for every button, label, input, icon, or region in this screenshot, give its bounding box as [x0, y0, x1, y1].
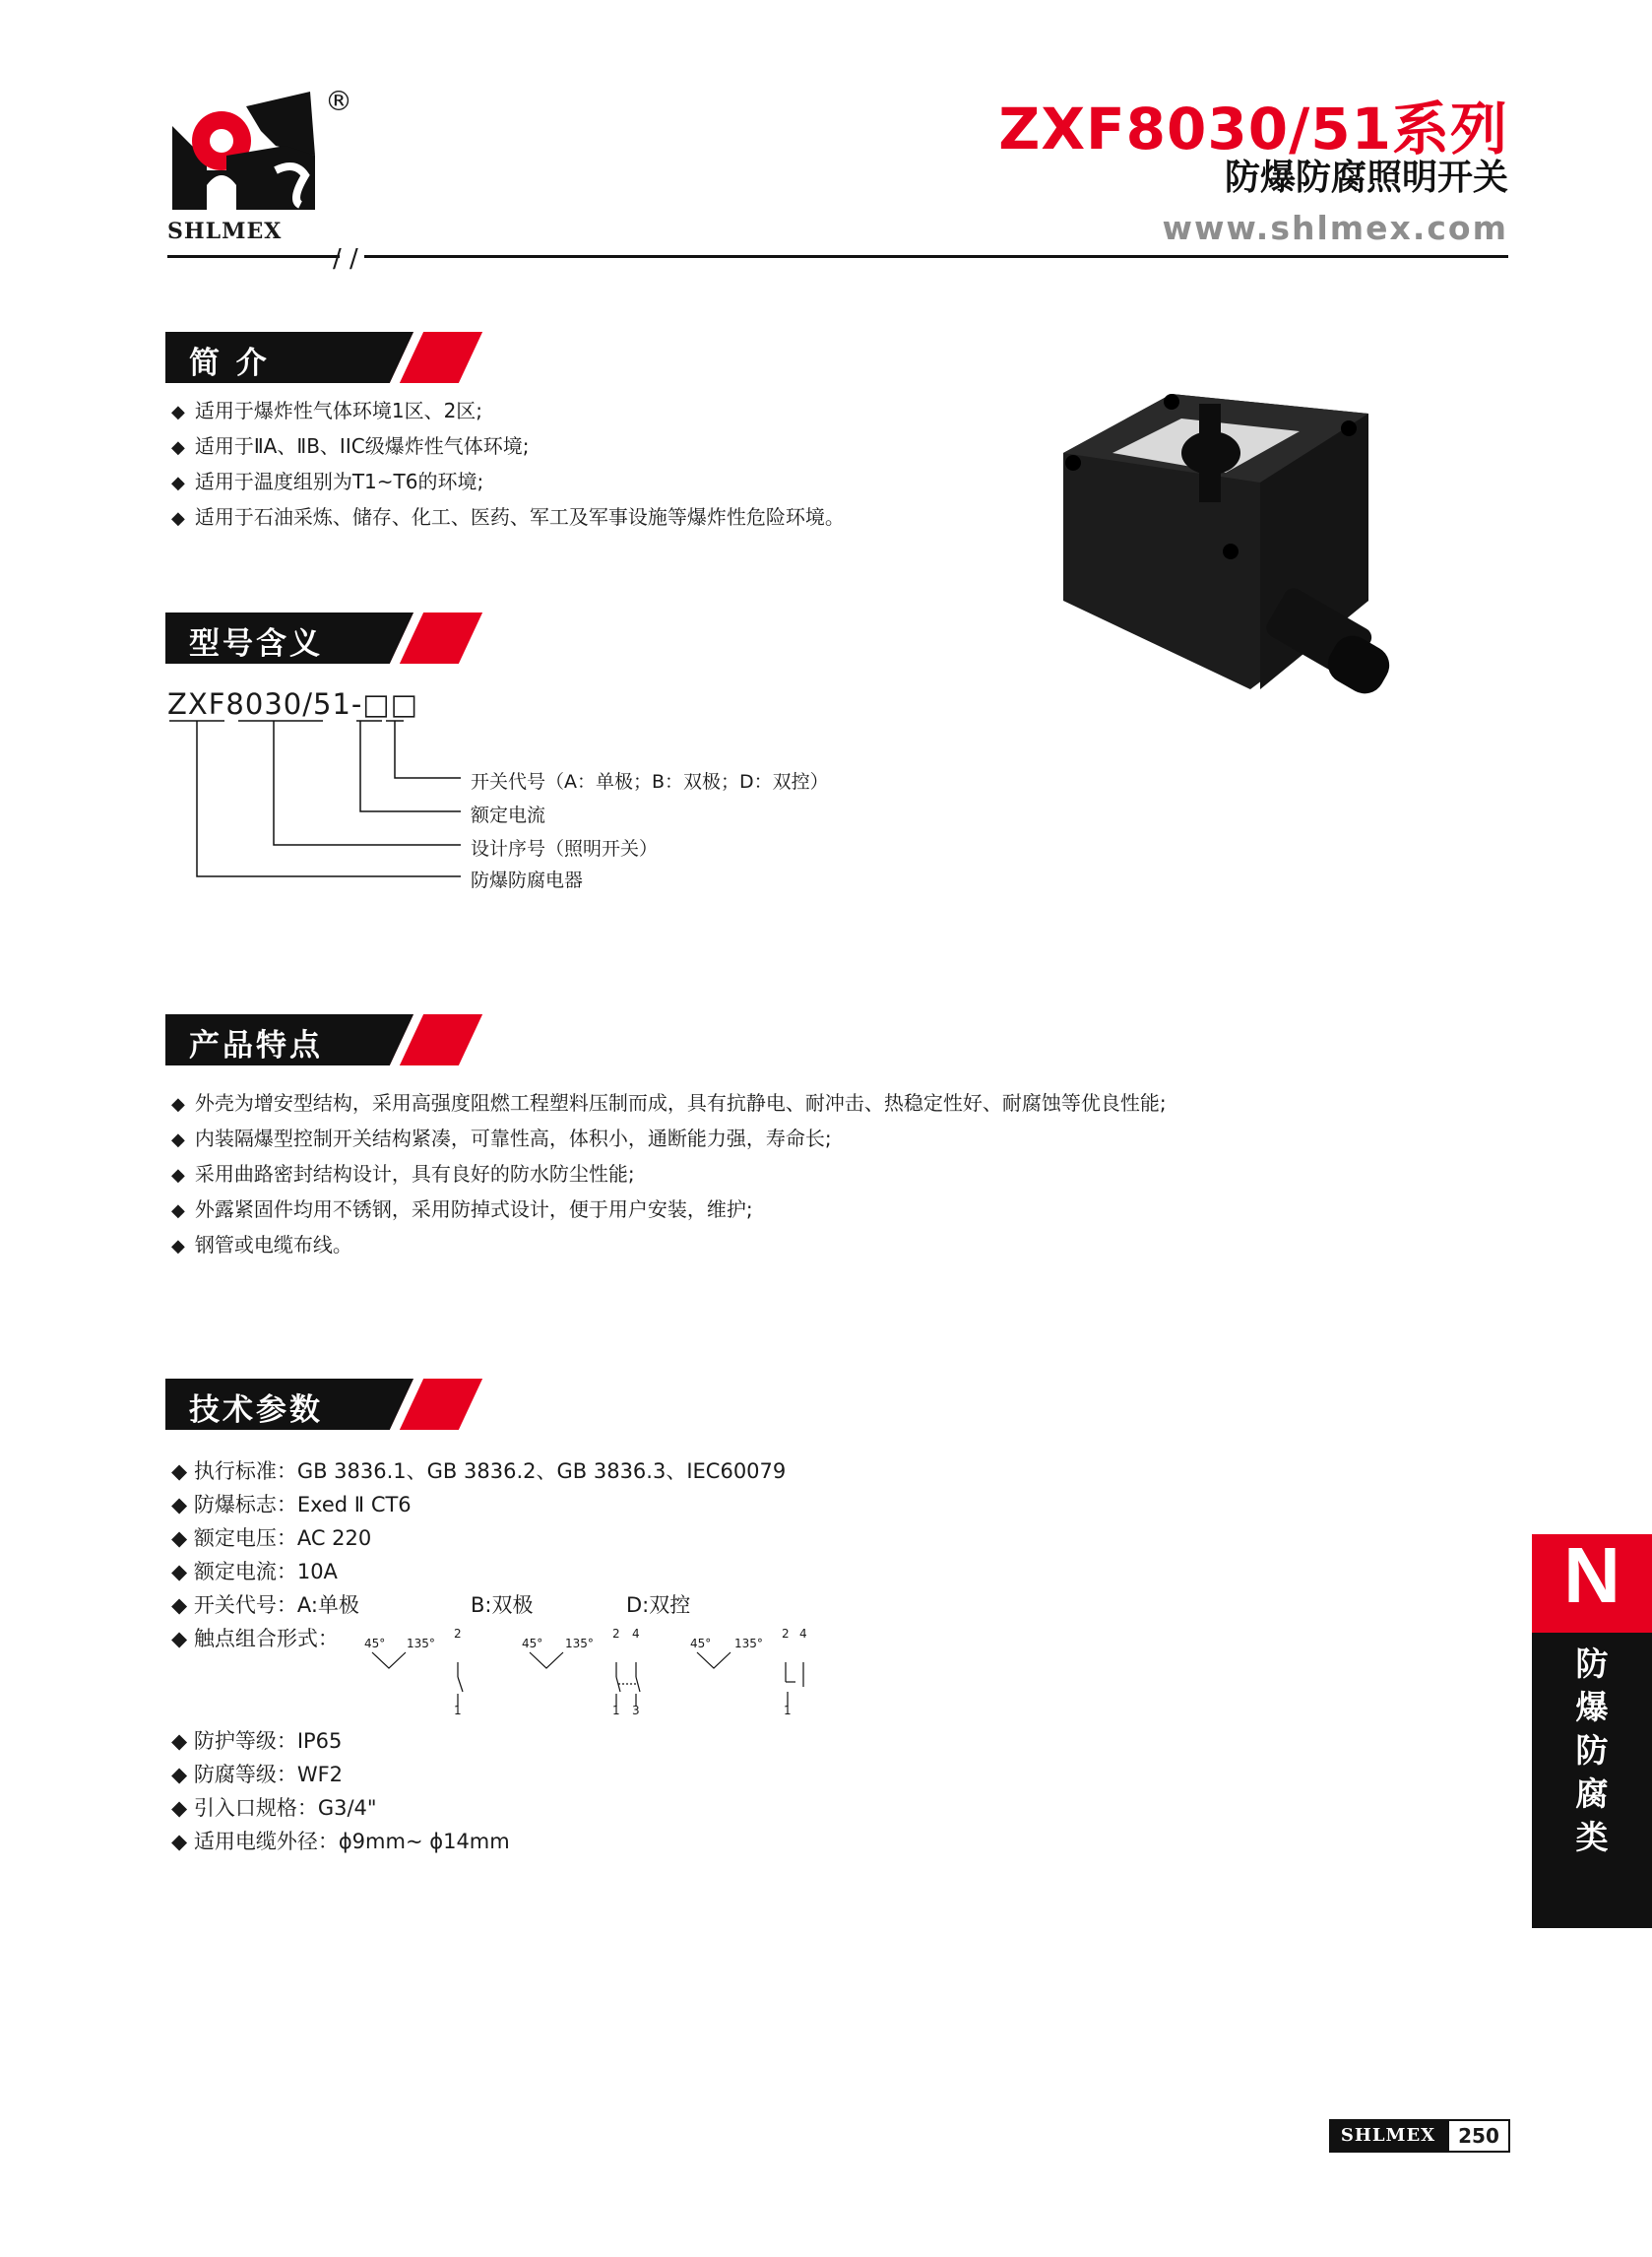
- list-item: ◆ 外露紧固件均用不锈钢，采用防掉式设计，便于用户安装，维护;: [171, 1193, 1167, 1228]
- section-features-header: [165, 1014, 466, 1065]
- section-intro-header: [165, 332, 466, 383]
- diagram-a-bottom: 1: [454, 1704, 462, 1717]
- param-voltage: ◆ 额定电压：AC 220: [171, 1526, 372, 1550]
- param-corrosion: ◆ 防腐等级：WF2: [171, 1763, 344, 1786]
- list-item: ◆ 外壳为增安型结构，采用高强度阻燃工程塑料压制而成，具有抗静电、耐冲击、热稳定性好、耐腐蚀等优良性能;: [171, 1086, 1167, 1122]
- diagram-d-45: 45°: [690, 1637, 712, 1650]
- section-features-title: 产品特点: [189, 1028, 323, 1064]
- model-bracket-lines: [167, 717, 463, 884]
- model-meaning-switch-code: 开关代号（A：单极；B：双极；D：双控）: [471, 771, 829, 793]
- param-current: ◆ 额定电流：10A: [171, 1560, 338, 1583]
- diagram-b-top1: 2: [612, 1627, 620, 1641]
- section-params-title: 技术参数: [189, 1392, 323, 1428]
- website-link[interactable]: www.shlmex.com: [1162, 209, 1508, 247]
- param-contact-form: ◆ 触点组合形式：: [171, 1627, 339, 1650]
- model-meaning-rated-current: 额定电流: [471, 805, 546, 826]
- param-switch-b: B:双极: [471, 1593, 534, 1617]
- param-ex-mark: ◆ 防爆标志：Exed Ⅱ CT6: [171, 1493, 412, 1516]
- diagram-b-top2: 4: [632, 1627, 640, 1641]
- diagram-d-top1: 2: [782, 1627, 790, 1641]
- registered-mark: ®: [325, 85, 352, 117]
- category-label: 防 爆 防 腐 类: [1575, 1644, 1609, 1856]
- page-title: ZXF8030/51系列: [998, 96, 1508, 162]
- param-cable: ◆ 适用电缆外径：ϕ9mm~ ϕ14mm: [171, 1830, 510, 1853]
- list-item: ◆ 内装隔爆型控制开关结构紧凑，可靠性高，体积小，通断能力强，寿命长;: [171, 1122, 1167, 1157]
- model-meaning-category: 防爆防腐电器: [471, 870, 584, 891]
- list-item: ◆ 适用于石油采炼、储存、化工、医药、军工及军事设施等爆炸性危险环境。: [171, 500, 845, 536]
- diagram-d-135: 135°: [734, 1637, 763, 1650]
- logo-brand-text: SHLMEX: [167, 219, 283, 244]
- section-params-header: [165, 1379, 466, 1430]
- page-number: 250: [1447, 2119, 1510, 2153]
- page-subtitle: 防爆防腐照明开关: [1224, 158, 1508, 198]
- diagram-b-bot1: 1: [612, 1704, 620, 1717]
- section-model-title: 型号含义: [189, 626, 323, 662]
- footer-brand: SHLMEX: [1329, 2119, 1447, 2153]
- param-switch-code: ◆ 开关代号：A:单极: [171, 1593, 359, 1617]
- diagram-a-45: 45°: [364, 1637, 386, 1650]
- section-intro-title: 简 介: [189, 346, 270, 381]
- param-entry: ◆ 引入口规格：G3/4": [171, 1796, 377, 1820]
- diagram-b-bot2: 3: [632, 1704, 640, 1717]
- list-item: ◆ 适用于爆炸性气体环境1区、2区;: [171, 394, 845, 429]
- header-rule-break: / /: [333, 244, 358, 274]
- list-item: ◆ 钢管或电缆布线。: [171, 1228, 1167, 1263]
- param-standard: ◆ 执行标准：GB 3836.1、GB 3836.2、GB 3836.3、IEC60079: [171, 1459, 787, 1483]
- diagram-d-bot: 1: [784, 1704, 792, 1717]
- diagram-b-45: 45°: [522, 1637, 543, 1650]
- intro-list: [171, 394, 845, 536]
- diagram-b-135: 135°: [565, 1637, 594, 1650]
- list-item: ◆ 适用于温度组别为T1~T6的环境;: [171, 465, 845, 500]
- list-item: ◆ 采用曲路密封结构设计，具有良好的防水防尘性能;: [171, 1157, 1167, 1193]
- features-list: [171, 1086, 1167, 1263]
- model-meaning-design-serial: 设计序号（照明开关）: [471, 838, 659, 860]
- category-letter: N: [1532, 1534, 1652, 1633]
- model-code: ZXF8030/51-□□: [167, 687, 419, 721]
- product-photo: [1053, 374, 1428, 729]
- list-item: ◆ 适用于ⅡA、ⅡB、IIC级爆炸性气体环境;: [171, 429, 845, 465]
- diagram-a-135: 135°: [407, 1637, 435, 1650]
- diagram-d-top2: 4: [799, 1627, 807, 1641]
- diagram-a-top: 2: [454, 1627, 462, 1641]
- header-rule: [364, 255, 1508, 258]
- section-model-header: [165, 613, 466, 664]
- contact-diagrams: [364, 1623, 817, 1721]
- header-rule-left: [167, 255, 340, 258]
- param-protection: ◆ 防护等级：IP65: [171, 1729, 343, 1753]
- param-switch-d: D:双控: [626, 1593, 691, 1617]
